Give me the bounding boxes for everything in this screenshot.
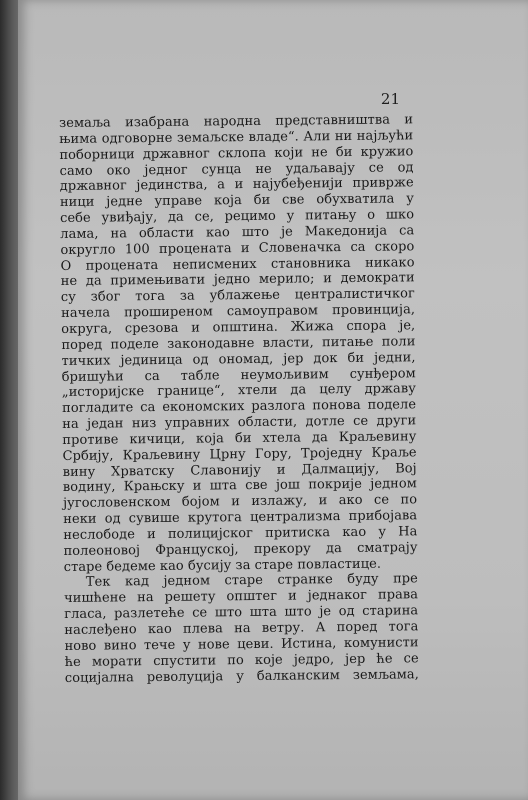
text-line: гласа, разлетеће се што шта што је од старина: [64, 603, 419, 623]
text-line: „историјске границе“, хтели да целу државу: [61, 381, 416, 401]
text-line: не да примењивати једно мерило; и демократи: [60, 270, 415, 290]
text-line: полеоновој Француској, прекору да сматрају: [63, 540, 418, 559]
text-line: су због тога за ублажење централистичког: [60, 286, 415, 306]
text-line: бришући са табле неумољивим сунђером: [61, 365, 416, 385]
text-line: југословенском бојом и излажу, и ако се по: [62, 492, 418, 512]
text-line: вину Хрватску Славонију и Далмацију, Вој: [62, 460, 417, 480]
text-line: ници једне управе која би све обухватила у: [59, 191, 414, 211]
text-line: земаља изабрана народна представништва и: [59, 112, 414, 131]
text-line: Тек кад једном старе странке буду пре: [85, 571, 418, 591]
text-line: ће морати спустити по које једро, јер ће се: [64, 650, 419, 670]
text-line: округло 100 процената и Словеначка са скоро: [60, 239, 415, 258]
text-line: О процената неписмених становника никако: [60, 254, 415, 274]
text-line: себе увиђају, да се, рецимо у питању о шко: [59, 207, 415, 227]
text-line: погладите са економских разлога понова поделе: [61, 397, 417, 417]
text-line: водину, Крањску и шта све још покрије једном: [62, 476, 417, 496]
page-body-text: [59, 112, 419, 686]
text-line: неки од сувише крутога централизма прибојава: [63, 508, 418, 528]
text-line: на један низ управних области, дотле се други: [62, 413, 417, 433]
text-line: државног јединства, а и најубеђенији приврже: [59, 175, 414, 195]
paragraph-2: [64, 572, 419, 687]
text-line: наслеђено као плева на ветру. А поред тога: [64, 619, 419, 638]
text-line: чишћене на решету општег и једнаког права: [63, 587, 419, 607]
text-line: старе бедеме као бусију за старе повластице.: [63, 556, 382, 575]
text-line: поред поделе законодавне власти, питање поли: [61, 334, 416, 353]
text-line: Србију, Краљевину Црну Гору, Троједну Краље: [62, 444, 417, 464]
text-line: противе кичици, која би хтела да Краљевину: [62, 429, 417, 448]
text-line: тичких јединица од ономад, јер док би једни,: [61, 349, 416, 369]
text-line: неслободе и полицијског притиска као у На: [63, 524, 418, 543]
text-line: њима одговорне земаљске владе“. Али ни најљући: [59, 128, 414, 147]
page-number: 21: [380, 90, 400, 108]
text-line: социјална револуција у балканским земљама,: [64, 666, 419, 686]
text-line: начела проширеном самоуправом провинција,: [60, 302, 416, 322]
paragraph-1: [59, 112, 418, 575]
text-line: округа, срезова и општина. Жижа спора је,: [61, 318, 416, 337]
text-line: поборници државног склопа који не би кружио: [59, 143, 414, 163]
book-page: [18, 0, 528, 800]
text-line: само око једног сунца не удаљавају се од: [59, 159, 414, 179]
text-line: ново вино тече у нове цеви. Истина, комунисти: [64, 635, 419, 654]
text-line: лама, на области као што је Македонија са: [60, 223, 415, 242]
